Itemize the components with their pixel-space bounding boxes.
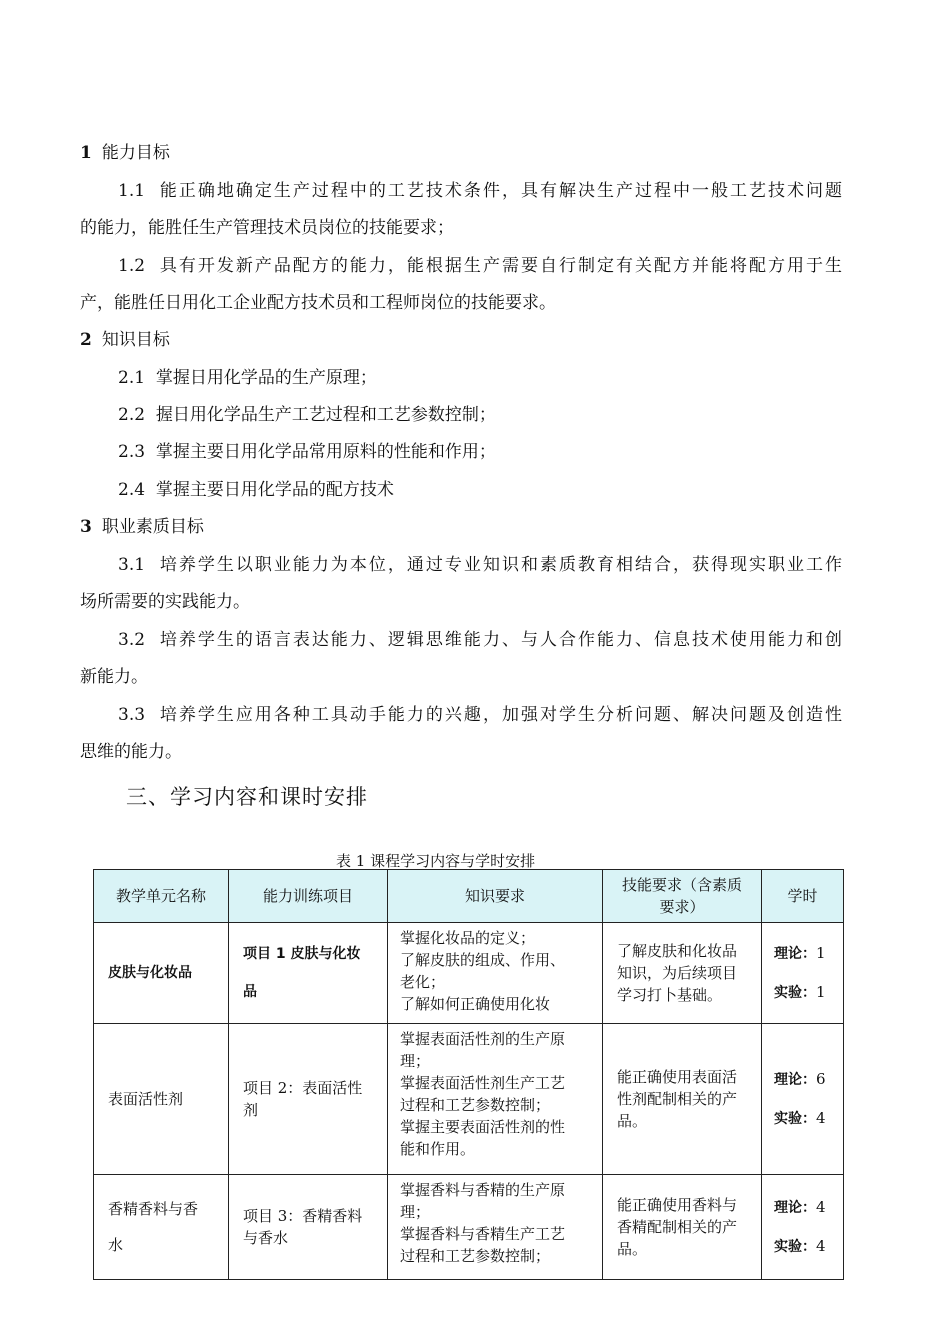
- header-knowledge: 知识要求: [388, 870, 603, 923]
- paragraph-3-1-line1: 3.1 培养学生以职业能力为本位，通过专业知识和素质教育相结合，获得现实职业工作: [118, 555, 843, 575]
- paragraph-1-1-line1: 1.1 能正确地确定生产过程中的工艺技术条件，具有解决生产过程中一般工艺技术问题: [118, 181, 843, 201]
- paragraph-3-3-line2: 思维的能力。: [80, 742, 182, 762]
- heading-ability-goals: 1 能力目标: [80, 143, 170, 163]
- knowledge-item: 2.2 握日用化学品生产工艺过程和工艺参数控制；: [118, 405, 496, 425]
- heading-knowledge-goals: 2 知识目标: [80, 330, 170, 350]
- header-hours: 学时: [762, 870, 844, 923]
- cell-knowledge: 掌握化妆品的定义； 了解皮肤的组成、作用、 老化； 了解如何正确使用化妆: [388, 923, 603, 1024]
- paragraph-3-2-line2: 新能力。: [80, 667, 148, 687]
- cell-skill: 了解皮肤和化妆品 知识，为后续项目 学习打卜基础。: [603, 923, 762, 1024]
- cell-unit: 表面活性剂: [94, 1024, 229, 1175]
- paragraph-1-2-line1: 1.2 具有开发新产品配方的能力，能根据生产需要自行制定有关配方并能将配方用于生: [118, 256, 843, 276]
- section-title: 三、学习内容和课时安排: [126, 785, 368, 809]
- cell-knowledge: 掌握表面活性剂的生产原 理； 掌握表面活性剂生产工艺 过程和工艺参数控制； 掌握主要表面活性剂的性 能和作用。: [388, 1024, 603, 1175]
- knowledge-item: 2.4 掌握主要日用化学品的配方技术: [118, 480, 394, 500]
- cell-skill: 能正确使用表面活 性剂配制相关的产 品。: [603, 1024, 762, 1175]
- cell-skill: 能正确使用香料与 香精配制相关的产 品。: [603, 1175, 762, 1280]
- paragraph-3-1-line2: 场所需要的实践能力。: [80, 592, 250, 612]
- header-project: 能力训练项目: [229, 870, 388, 923]
- cell-hours: 理论：1 实验：1: [762, 923, 844, 1024]
- cell-hours: 理论：6 实验：4: [762, 1024, 844, 1175]
- paragraph-3-2-line1: 3.2 培养学生的语言表达能力、逻辑思维能力、与人合作能力、信息技术使用能力和创: [118, 630, 843, 650]
- knowledge-item: 2.3 掌握主要日用化学品常用原料的性能和作用；: [118, 442, 496, 462]
- table-row: [94, 923, 844, 1024]
- course-schedule-table: [93, 869, 844, 1280]
- table-row: [94, 1024, 844, 1175]
- knowledge-item: 2.1 掌握日用化学品的生产原理；: [118, 368, 377, 388]
- paragraph-1-1-line2: 的能力，能胜任生产管理技术员岗位的技能要求；: [80, 218, 454, 238]
- table-header-row: [94, 870, 844, 923]
- paragraph-3-3-line1: 3.3 培养学生应用各种工具动手能力的兴趣，加强对学生分析问题、解决问题及创造性: [118, 705, 843, 725]
- table-caption: 表 1 课程学习内容与学时安排: [336, 852, 536, 870]
- paragraph-1-2-line2: 产，能胜任日用化工企业配方技术员和工程师岗位的技能要求。: [80, 293, 556, 313]
- cell-hours: 理论：4 实验：4: [762, 1175, 844, 1280]
- cell-project: 项目 2：表面活性 剂: [229, 1024, 388, 1175]
- cell-knowledge: 掌握香料与香精的生产原 理； 掌握香料与香精生产工艺 过程和工艺参数控制；: [388, 1175, 603, 1280]
- cell-unit: 皮肤与化妆品: [94, 923, 229, 1024]
- table-row: [94, 1175, 844, 1280]
- cell-project: 项目 3：香精香料 与香水: [229, 1175, 388, 1280]
- cell-unit: 香精香料与香 水: [94, 1175, 229, 1280]
- cell-project: 项目 1 皮肤与化妆 品: [229, 923, 388, 1024]
- header-unit: 教学单元名称: [94, 870, 229, 923]
- heading-quality-goals: 3 职业素质目标: [80, 517, 204, 537]
- header-skill: 技能要求（含素质 要求）: [603, 870, 762, 923]
